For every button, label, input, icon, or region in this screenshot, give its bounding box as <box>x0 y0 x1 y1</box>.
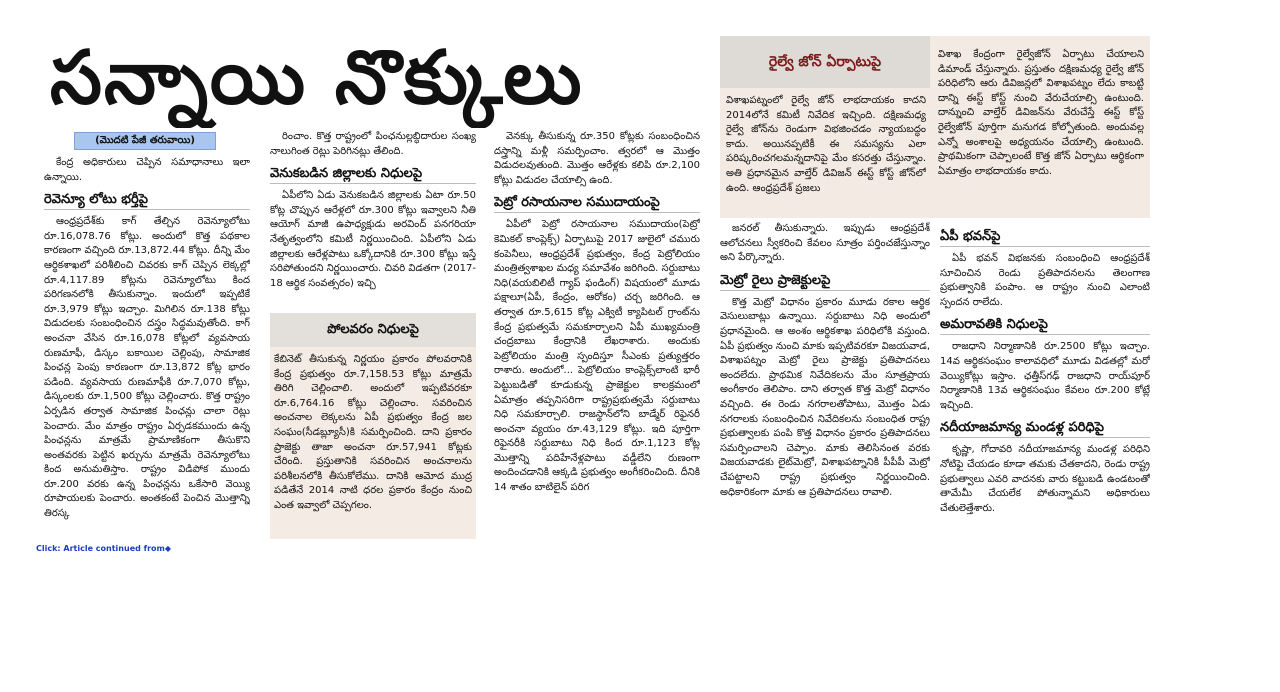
subhead-petro-chemical: పెట్రో రసాయనాల సముదాయంపై <box>494 194 700 213</box>
subhead-revenue-deficit: రెవెన్యూ లోటు భర్తీపై <box>44 191 250 210</box>
river-boards-text: కృష్ణా, గోదావరి నదీయాజమాన్య మండళ్ల పరిధిని నోటిఫై చేయడం కూడా తమకు చేతకాదని, రెండు రాష్ట్ర ప్రభుత్వాలు ఎవరి వాదనకు వారు కట్టుబడి ఉండటంతో తామేమీ చేయలేక పోతున్నామని అధికారులు చేతులెత్తేశారు. <box>940 444 1150 514</box>
col3-lead-text: వెనక్కు తీసుకున్న రూ.350 కోట్లకు సంబంధించిన దస్త్రాన్ని మళ్లీ సమర్పించాం. త్వరలో ఆ మొత్తం విడుదలవుతుంది. మొత్తం ఆరేళ్లకు కలిపి రూ.2,100 కోట్లు విడుదల చేయాల్సి ఉంది. <box>494 131 700 186</box>
subhead-amaravati-funds: అమరావతికి నిధులపై <box>940 316 1150 335</box>
article-column-5 <box>940 222 1150 542</box>
petro-chemical-text: ఏపీలో పెట్రో రసాయనాల సముదాయం(పెట్రో కెమికల్ కాంప్లెక్స్) ఏర్పాటుపై 2017 జులైలో చమురు కంపెనీలు, ఆంధ్రప్రదేశ్ ప్రభుత్వం, కేంద్ర పెట్రోలియం మంత్రిత్వశాఖల మధ్య సమావేశం జరిగింది. సర్దుబాటు నిధి(వయబిలిటీ గ్యాప్ ఫండింగ్) విషయంలో మూడు పక్షాలూ(ఏపీ, కేంద్రం, ఆరోకం) చర్చ జరిగింది. ఆ తర్వాత రూ.5,615 కోట్ల ఎక్విటీ క్యాపిటల్ గ్రాంట్‌ను కేంద్ర ప్రభుత్వమే సమకూర్చాలని ఏపీ ముఖ్యమంత్రి చంద్రబాబు కేంద్రానికి లేఖరాశారు. అందుకు పెట్రోలియం మంత్రి స్పందిస్తూ సీఎంకు ప్రత్యుత్తరం రాశారు. అందులో... పెట్రోలియం కాంప్లెక్స్‌లాంటి భారీ పెట్టుబడితో కూడుకున్న ప్రాజెక్టుల కాలక్రమంలో ఏమాత్రం తప్పనిసరిగా రాష్ట్రప్రభుత్వమే సర్దుబాటు నిధి సమకూర్చాలి. రాజస్థాన్‌లోని బాడ్మేర్ రిఫైనరీ అంచనా వ్యయం రూ.43,129 కోట్లు. ఇది పూర్తిగా రిఫైనరీకి సర్దుబాటు నిధి కింద రూ.1,123 కోట్ల మొత్తాన్ని పదిహేనేళ్లపాటు వడ్డీలేని రుణంగా అందించడానికి ఆక్కడి ప్రభుత్వం అంగీకరించింది. దీనికి 14 శాతం బాటిలైన్ పరిగ <box>494 219 700 494</box>
subhead-metro-rail: మెట్రో రైలు ప్రాజెక్టులపై <box>720 272 930 291</box>
backward-districts-text: ఏపీలోని ఏడు వెనుకబడిన జిల్లాలకు ఏటా రూ.50 కోట్ల చొప్పున ఆరేళ్లలో రూ.300 కోట్లు ఇవ్వాలని నీతి ఆయోగ్ మాజీ ఉపాధ్యక్షుడు అరవింద్ పనగరియా నేతృత్వంలోని కమిటీ నిర్ణయించింది. ఏపీలోని ఏడు జిల్లాలకు ఆరేళ్లపాటు ఒక్కోదానికి రూ.300 కోట్లు ఇస్తే సరిపోతుందని నిర్ణయించారు. చివరి విడతగా (2017-18 ఆర్థిక సంవత్సరం) ఇచ్చి <box>270 190 476 289</box>
metro-rail-text: కొత్త మెట్రో విధానం ప్రకారం మూడు రకాల ఆర్థిక వెసులుబాట్లు ఉన్నాయి. సర్దుబాటు నిధి అందులో ప్రధానమైంది. ఆ అంశం ఆర్థికశాఖ పరిధిలోకి వస్తుంది. ఏపీ ప్రభుత్వం నుంచి మాకు ఇప్పటివరకూ విజయవాడ, విశాఖపట్నం మెట్రో రైలు ప్రాజెక్టు ప్రతిపాదనలు అందలేదు. ప్రాథమిక నివేదికలను మేం సూత్రప్రాయ అంగీకారం తెలిపాం. దాని తర్వాత కొత్త మెట్రో విధానం వచ్చింది. ఈ రెండు నగరాలతోపాటు, మొత్తం ఏడు నగరాలకు సంబంధించిన నివేదికలను సంబంధిత రాష్ట్ర ప్రభుత్వాలకు పంపి కొత్త విధానం ప్రకారం ప్రతిపాదనలు సమర్పించాలని చెప్పాం. మాకు తెలిసినంత వరకు విజయవాడకు లైట్‌మెట్రో, విశాఖపట్నానికి పీపీపీ మెట్రో చేపట్టాలని రాష్ట్ర ప్రభుత్వం నిర్ణయించింది. అధికారికంగా మాకు ఆ ప్రతిపాదనలు రావాలి. <box>720 296 930 498</box>
railway-zone-text-left: విశాఖపట్నంలో రైల్వే జోన్ లాభదాయకం కాదని 2014లోనే కమిటీ నివేదిక ఇచ్చింది. దక్షిణమధ్య రైల్వే జోన్‌ను రెండుగా విభజించడం న్యాయబద్ధం కాదు. అయినప్పటికీ ఈ సమస్యను ఎలా పరిష్కరించగలమన్నదానిపై మేం కసరత్తు చేస్తున్నాం. అతి ప్రధానమైన వాల్తేర్ డివిజన్ ఈస్ట్ కోస్ట్ జోన్‌లో ఉంది. ఆంధ్రప్రదేశ్ ప్రజలు <box>726 95 926 194</box>
rail-zone-box <box>720 36 1150 218</box>
amaravati-funds-text: రాజధాని నిర్మాణానికి రూ.2500 కోట్లు ఇచ్చాం. 14వ ఆర్థికసంఘం కాలావధిలో మూడు విడతల్లో మరో వెయ్యికోట్లు ఇస్తాం. ఛత్తీస్‌గఢ్ రాజధాని రాయ్‌పూర్ నిర్మాణానికి 13వ ఆర్థికసంఘం కేవలం రూ.200 కోట్లే ఇచ్చింది. <box>940 341 1150 411</box>
article-continued-link[interactable]: Click: Article continued from◆ <box>36 544 172 553</box>
col2-lead-text: రించాం. కొత్త రాష్ట్రంలో పింఛనుల్లబ్ధిదారుల సంఖ్య నాలుగింత రెట్లు పెరిగినట్లు తేలింది. <box>270 131 476 157</box>
subhead-backward-districts: వెనుకబడిన జిల్లాలకు నిధులపై <box>270 165 476 184</box>
article-column-4 <box>720 222 930 542</box>
polavaram-text: కేబినెట్ తీసుకున్న నిర్ణయం ప్రకారం పోలవరానికి కేంద్ర ప్రభుత్వం రూ.7,158.53 కోట్లు మాత్రమే తిరిగి చెల్లించాలి. అందులో ఇప్పటివరకూ రూ.6,764.16 కోట్లు చెల్లించాం. సవరించిన అంచనాల లెక్కలను ఏపీ ప్రభుత్వం కేంద్ర జల సంఘం(సీడబ్ల్యూసీ)కి సమర్పించింది. దాని ప్రకారం ప్రాజెక్టు తాజా అంచనా రూ.57,941 కోట్లకు చేరింది. ప్రస్తుతానికి సవరించిన అంచనాలను పరిశీలనలోకి తీసుకోలేము. దానికి ఆమోద ముద్ర పడితేనే 2014 నాటి ధరల ప్రకారం కేంద్రం నుంచి ఎంత ఇవ్వాలో చెప్పగలం. <box>274 354 472 511</box>
continued-from-tag: (మొదటి పేజీ తరువాయి) <box>74 132 216 150</box>
article-column-1 <box>44 132 250 537</box>
subhead-river-boards: నదీయాజమాన్య మండళ్ల పరిధిపై <box>940 419 1150 438</box>
subhead-railway-zone: రైల్వే జోన్ ఏర్పాటుపై <box>720 36 930 88</box>
subhead-ap-bhavan: ఏపీ భవన్‌పై <box>940 228 1150 247</box>
railway-zone-text-right: విశాఖ కేంద్రంగా రైల్వేజోన్ ఏర్పాటు చేయాలని డిమాండ్ చేస్తున్నారు. ప్రస్తుతం దక్షిణమధ్య రైల్వే జోన్ పరిధిలోని ఆరు డివిజన్లలో విశాఖపట్నం లేదు కాబట్టి దాన్ని ఈస్ట్ కోస్ట్ నుంచి వేరుచేయాల్సి ఉంటుంది. దాన్నుంచి వాల్తేర్ డివిజన్‌ను వేరుచేస్తే ఈస్ట్ కోస్ట్ రైల్వేజోన్ పూర్తిగా మనుగడ కోల్పోతుంది. అందువల్ల ఎన్నో అంశాలపై అధ్యయనం చేయాల్సి ఉంటుంది. ప్రాథమికంగా చెప్పాలంటే కొత్త జోన్ ఏర్పాటు ఆర్థికంగా ఏమాత్రం లాభదాయకం కాదు. <box>938 49 1144 177</box>
intro-text: కేంద్ర అధికారులు చెప్పిన సమాధానాలు ఇలా ఉన్నాయి. <box>44 157 250 183</box>
col4-lead-text: జనరల్‌ తీసుకున్నారు. ఇప్పుడు ఆంధ్రప్రదేశ్ ఆలోచనలు స్వీకరించి కేవలం సూత్రం పర్తించజేస్తున్నాం అని పేర్కొన్నారు. <box>720 223 930 264</box>
revenue-deficit-text: ఆంధ్రప్రదేశ్‌కు కాగ్ తేల్చిన రెవెన్యూలోటు రూ.16,078.76 కోట్లు. అందులో కొత్త పథకాల కారణంగా వచ్చింది రూ.13,872.44 కోట్లు. దీన్ని మేం ఆర్థికశాఖలో పరిశీలించి చివరకు కాగ్ చెప్పిన లెక్కల్లో రూ.4,117.89 కోట్లను రెవెన్యూలోటు కింద పరిగణనలోకి తీసుకున్నాం. ఇందులో ఇప్పటికే రూ.3,979 కోట్లు ఇచ్చాం. మిగిలిన రూ.138 కోట్లు విడుదలకు సంబంధించిన దస్త్రం సిద్ధమవుతోంది. కాగ్ అంచనా వేసిన రూ.16,078 కోట్లలో వ్యవసాయ రుణమాఫీ, డిస్కం బకాయిల చెల్లింపు, సామాజిక పింఛన్ల పెంపు కారణంగా రూ.13,872 కోట్ల భారం పడింది. వ్యవసాయ రుణమాఫీకి రూ.7,070 కోట్లు, డిస్కంలకు రూ.1,500 కోట్లు చెల్లించారు. కొత్త రాష్ట్రం ఏర్పడిన తర్వాత సామాజిక పింఛన్లు చాలా రెట్లు పెంచారు. మేం మాత్రం రాష్ట్రం ఏర్పడకముందు ఉన్న పింఛన్లను మాత్రమే ప్రామాణికంగా తీసుకొని అంతవరకు పెట్టిన ఖర్చును మాత్రమే రెవెన్యూలోటు కింద అనుమతిస్తాం. రాష్ట్రం విడిపోక ముందు రూ.200 వరకు ఉన్న పింఛన్లను ఒకేసారి వెయ్యి రూపాయలకు పెంచారు. అంతకంటే పెంచిన మొత్తాన్ని తిరస్క <box>44 216 250 520</box>
subhead-polavaram: పోలవరం నిధులపై <box>270 313 476 347</box>
page-headline: సన్నాయి నొక్కులు <box>50 35 584 121</box>
ap-bhavan-text: ఏపీ భవన్ విభజనకు సంబంధించి ఆంధ్రప్రదేశ్ సూచించిన రెండు ప్రతిపాదనలను తెలంగాణ ప్రభుత్వానికి పంపాం. ఆ రాష్ట్రం నుంచి ఎలాంటి స్పందన రాలేదు. <box>940 253 1150 308</box>
article-column-3 <box>494 130 700 540</box>
polavaram-box <box>270 313 476 539</box>
